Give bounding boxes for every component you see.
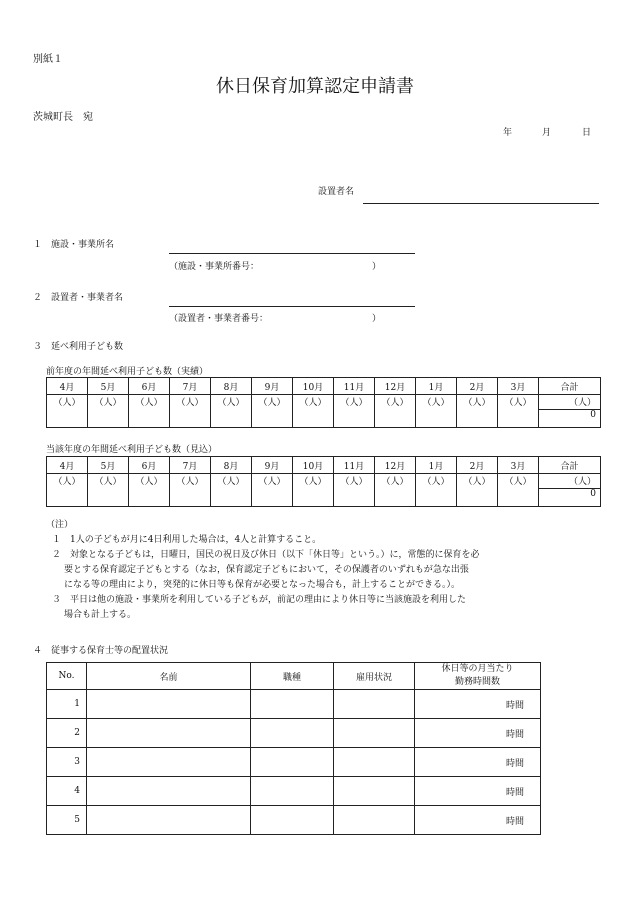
month-cell[interactable]: [375, 474, 416, 507]
staff-name-cell[interactable]: [87, 748, 251, 777]
month-cell[interactable]: [129, 474, 170, 507]
staff-table: [46, 662, 541, 835]
month-header: 4月: [47, 378, 88, 395]
unit-label: （人）: [94, 477, 122, 487]
staff-name-cell[interactable]: [87, 690, 251, 719]
month-cell[interactable]: [375, 395, 416, 428]
month-header: 7月: [170, 457, 211, 474]
staff-employment-cell[interactable]: [334, 777, 415, 806]
section3-heading: ３ 延べ利用子ども数: [33, 342, 124, 352]
month-header: 2月: [457, 457, 498, 474]
month-cell[interactable]: [211, 474, 252, 507]
unit-label: （人）: [176, 398, 204, 408]
unit-label: （人）: [422, 398, 450, 408]
facility-number-label: （施設・事業所番号：: [169, 262, 260, 272]
row-number: 5: [47, 806, 87, 835]
staff-hours-cell[interactable]: 時間: [415, 777, 541, 806]
month-header: 1月: [416, 457, 457, 474]
month-cell[interactable]: [88, 395, 129, 428]
month-header: 6月: [129, 378, 170, 395]
col-name-header: 名前: [87, 663, 251, 690]
month-header: 10月: [293, 457, 334, 474]
month-cell[interactable]: [211, 395, 252, 428]
staff-hours-cell[interactable]: 時間: [415, 748, 541, 777]
month-cell[interactable]: [334, 474, 375, 507]
month-cell[interactable]: [129, 395, 170, 428]
row-number: 2: [47, 719, 87, 748]
note-3-line-1: ３ 平日は他の施設・事業所を利用している子どもが，前記の理由により休日等に当該施設を利用した: [52, 595, 467, 605]
section2-heading: ２ 設置者・事業者名: [33, 293, 124, 303]
staff-job-cell[interactable]: [251, 748, 334, 777]
operator-number-label: （設置者・事業者番号：: [169, 314, 269, 324]
col-job-header: 職種: [251, 663, 334, 690]
month-header: 12月: [375, 457, 416, 474]
staff-job-cell[interactable]: [251, 690, 334, 719]
unit-label: （人）: [381, 398, 409, 408]
unit-label: （人）: [463, 477, 491, 487]
unit-label: （人）: [504, 477, 532, 487]
unit-label: （人）: [504, 398, 532, 408]
staff-name-cell[interactable]: [87, 777, 251, 806]
operator-name-line[interactable]: [169, 306, 415, 307]
unit-label: （人）: [463, 398, 491, 408]
staff-job-cell[interactable]: [251, 777, 334, 806]
total-header: 合計: [539, 378, 601, 395]
month-header: 9月: [252, 457, 293, 474]
month-cell[interactable]: [252, 395, 293, 428]
month-header: 3月: [498, 378, 539, 395]
month-cell[interactable]: [88, 474, 129, 507]
unit-label: （人）: [94, 398, 122, 408]
month-cell[interactable]: [498, 395, 539, 428]
month-cell[interactable]: [416, 395, 457, 428]
row-number: 4: [47, 777, 87, 806]
unit-label: （人）: [135, 398, 163, 408]
month-header: 8月: [211, 457, 252, 474]
total-unit: （人）: [539, 474, 601, 489]
month-header: 11月: [334, 457, 375, 474]
note-2-line-2: 要とする保育認定子どもとする（なお，保育認定子どもにおいて，その保護者のいずれもが急な出張: [64, 565, 469, 575]
staff-employment-cell[interactable]: [334, 748, 415, 777]
unit-label: （人）: [299, 477, 327, 487]
col-no-header: No.: [47, 663, 87, 690]
month-header: 12月: [375, 378, 416, 395]
unit-label: （人）: [340, 477, 368, 487]
unit-label: （人）: [53, 398, 81, 408]
month-header: 5月: [88, 457, 129, 474]
section1-heading: １ 施設・事業所名: [33, 240, 115, 250]
unit-label: （人）: [53, 477, 81, 487]
unit-label: （人）: [217, 398, 245, 408]
col-hours-header-line1: 休日等の月当たり: [441, 664, 514, 674]
staff-employment-cell[interactable]: [334, 690, 415, 719]
table-row: [47, 806, 541, 835]
month-header: 10月: [293, 378, 334, 395]
total-unit: （人）: [539, 395, 601, 410]
section4-heading: ４ 従事する保育士等の配置状況: [33, 646, 169, 656]
staff-employment-cell[interactable]: [334, 719, 415, 748]
month-header: 8月: [211, 378, 252, 395]
table2-caption: 当該年度の年間延べ利用子ども数（見込）: [46, 445, 218, 455]
date-day: 日: [582, 128, 592, 138]
col-employment-header: 雇用状況: [334, 663, 415, 690]
staff-name-cell[interactable]: [87, 806, 251, 835]
unit-label: （人）: [299, 398, 327, 408]
unit-label: （人）: [381, 477, 409, 487]
facility-number-close: ）: [372, 262, 382, 272]
operator-number-close: ）: [372, 314, 382, 324]
total-header: 合計: [539, 457, 601, 474]
facility-name-line[interactable]: [169, 253, 415, 254]
note-2-line-3: になる等の理由により，突発的に休日等も保育が必要となった場合も，計上することができる。）。: [64, 580, 461, 590]
unit-label: （人）: [258, 398, 286, 408]
notes-label: （注）: [46, 520, 74, 530]
month-cell[interactable]: [334, 395, 375, 428]
staff-job-cell[interactable]: [251, 719, 334, 748]
staff-hours-cell[interactable]: 時間: [415, 719, 541, 748]
month-cell[interactable]: [170, 474, 211, 507]
month-header: 9月: [252, 378, 293, 395]
note-3-line-2: 場合も計上する。: [64, 610, 137, 620]
note-1: １ 1人の子どもが月に4日利用した場合は，4人と計算すること。: [52, 535, 322, 545]
unit-label: （人）: [135, 477, 163, 487]
table-row: [47, 719, 541, 748]
table1-caption: 前年度の年間延べ利用子ども数（実績）: [46, 367, 209, 377]
unit-label: （人）: [217, 477, 245, 487]
row-number: 3: [47, 748, 87, 777]
month-cell[interactable]: [47, 395, 88, 428]
prev-year-usage-table: [46, 377, 601, 428]
month-cell[interactable]: [498, 474, 539, 507]
note-2-line-1: ２ 対象となる子どもは，日曜日，国民の祝日及び休日（以下「休日等」という。）に，常態的に保育を必: [52, 550, 480, 560]
unit-label: （人）: [258, 477, 286, 487]
month-cell[interactable]: [457, 474, 498, 507]
unit-label: （人）: [176, 477, 204, 487]
month-header: 3月: [498, 457, 539, 474]
table-row: [47, 777, 541, 806]
staff-job-cell[interactable]: [251, 806, 334, 835]
total-value: 0: [539, 489, 601, 507]
staff-employment-cell[interactable]: [334, 806, 415, 835]
staff-hours-cell[interactable]: 時間: [415, 690, 541, 719]
month-cell[interactable]: [416, 474, 457, 507]
month-header: 7月: [170, 378, 211, 395]
month-cell[interactable]: [293, 395, 334, 428]
month-header: 4月: [47, 457, 88, 474]
table-row: [47, 690, 541, 719]
founder-label: 設置者名: [318, 187, 355, 197]
unit-label: （人）: [422, 477, 450, 487]
month-cell[interactable]: [170, 395, 211, 428]
staff-name-cell[interactable]: [87, 719, 251, 748]
row-number: 1: [47, 690, 87, 719]
month-header: 2月: [457, 378, 498, 395]
addressee: 茨城町長 宛: [33, 112, 93, 123]
month-header: 6月: [129, 457, 170, 474]
month-header: 11月: [334, 378, 375, 395]
col-hours-header-line2: 勤務時間数: [454, 677, 500, 687]
date-month: 月: [542, 128, 552, 138]
attachment-label: 別紙１: [33, 54, 63, 65]
month-cell[interactable]: [457, 395, 498, 428]
month-cell[interactable]: [47, 474, 88, 507]
month-cell[interactable]: [293, 474, 334, 507]
current-year-usage-table: [46, 456, 601, 507]
founder-name-line[interactable]: [363, 203, 599, 204]
month-header: 5月: [88, 378, 129, 395]
staff-hours-cell[interactable]: 時間: [415, 806, 541, 835]
page-title: 休日保育加算認定申請書: [216, 76, 414, 97]
month-cell[interactable]: [252, 474, 293, 507]
date-year: 年: [503, 128, 513, 138]
table-row: [47, 748, 541, 777]
unit-label: （人）: [340, 398, 368, 408]
col-hours-header: [415, 663, 541, 690]
total-value: 0: [539, 410, 601, 428]
month-header: 1月: [416, 378, 457, 395]
